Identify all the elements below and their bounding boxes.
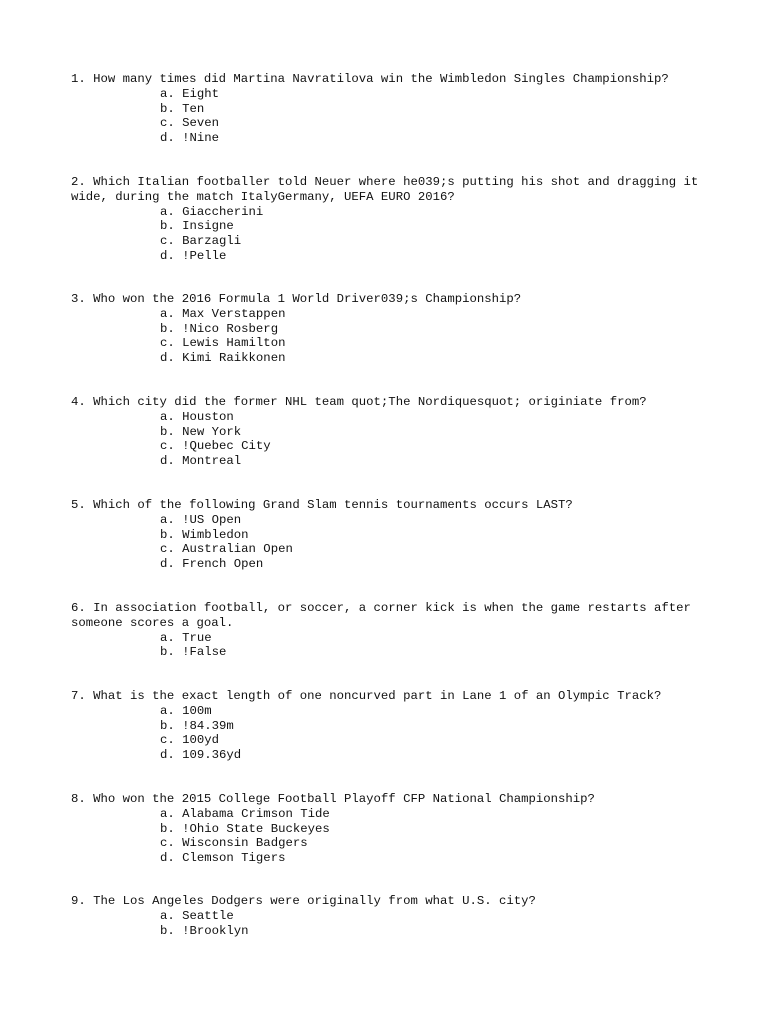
answer-option: c. Australian Open	[160, 542, 293, 557]
answer-option: b. !False	[160, 645, 227, 660]
question-text: 5. Which of the following Grand Slam tennis tournaments occurs LAST?	[71, 498, 573, 512]
answer-option: b. !Ohio State Buckeyes	[160, 821, 330, 836]
question-4	[71, 395, 701, 469]
answer-option: d. Clemson Tigers	[160, 851, 286, 866]
answer-option: b. Wimbledon	[160, 527, 249, 542]
question-text: 6. In association football, or soccer, a corner kick is when the game restarts after someone scores a goal.	[71, 601, 699, 630]
question-6	[71, 601, 701, 660]
answer-option: a. Eight	[160, 86, 220, 101]
answer-option: a. 100m	[160, 703, 212, 718]
answer-option: c. Lewis Hamilton	[160, 336, 286, 351]
answer-option: d. !Nine	[160, 131, 220, 146]
question-text: 7. What is the exact length of one noncurved part in Lane 1 of an Olympic Track?	[71, 689, 662, 703]
question-3	[71, 292, 701, 366]
answer-option: b. !Brooklyn	[160, 923, 249, 938]
answer-option: d. !Pelle	[160, 248, 227, 263]
answer-option: b. Ten	[160, 101, 205, 116]
answer-option: c. 100yd	[160, 733, 220, 748]
question-text: 3. Who won the 2016 Formula 1 World Driver039;s Championship?	[71, 292, 522, 306]
question-text: 4. Which city did the former NHL team quot;The Nordiquesquot; originiate from?	[71, 395, 647, 409]
question-text: 8. Who won the 2015 College Football Playoff CFP National Championship?	[71, 792, 595, 806]
answer-option: a. !US Open	[160, 512, 242, 527]
answer-option: a. Alabama Crimson Tide	[160, 806, 330, 821]
answer-option: b. !Nico Rosberg	[160, 321, 279, 336]
answer-option: b. Insigne	[160, 219, 234, 234]
answer-option: d. French Open	[160, 557, 264, 572]
question-5	[71, 498, 701, 572]
question-text: 9. The Los Angeles Dodgers were originally from what U.S. city?	[71, 894, 536, 908]
answer-option: b. New York	[160, 424, 242, 439]
question-9	[71, 894, 701, 938]
answer-option: d. Montreal	[160, 454, 242, 469]
answer-option: d. Kimi Raikkonen	[160, 351, 286, 366]
answer-option: a. True	[160, 630, 212, 645]
question-2	[71, 175, 706, 264]
question-1	[71, 72, 701, 146]
answer-option: c. Seven	[160, 116, 220, 131]
answer-option: c. !Quebec City	[160, 439, 271, 454]
question-text: 2. Which Italian footballer told Neuer where he039;s putting his shot and dragging it wide, during the match ItalyGermany, UEFA EURO 2016?	[71, 175, 706, 204]
answer-option: c. Barzagli	[160, 234, 242, 249]
answer-option: b. !84.39m	[160, 718, 234, 733]
answer-option: a. Seattle	[160, 908, 234, 923]
question-text: 1. How many times did Martina Navratilova win the Wimbledon Singles Championship?	[71, 72, 669, 86]
answer-option: c. Wisconsin Badgers	[160, 836, 308, 851]
answer-option: a. Houston	[160, 409, 234, 424]
answer-option: a. Giaccherini	[160, 204, 264, 219]
answer-option: a. Max Verstappen	[160, 306, 286, 321]
question-8	[71, 792, 701, 866]
answer-option: d. 109.36yd	[160, 748, 242, 763]
question-7	[71, 689, 701, 763]
